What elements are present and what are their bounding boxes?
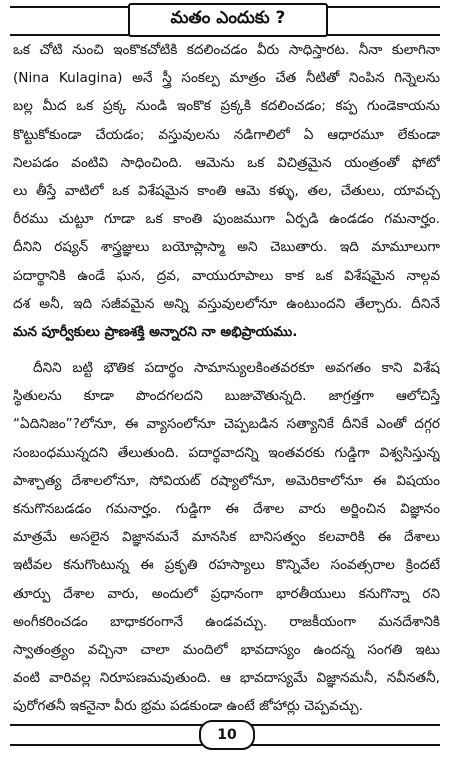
text-line: దీనిని రష్యన్ శాస్త్రజ్ఞులు బయోప్లాస్మా అని చెబుతారు. ఇది మామూలుగా <box>13 239 440 256</box>
text-line: తూర్పు దేశాల వారు, అందులో ప్రధానంగా భారతీయులు కనుగొన్నా రని <box>13 585 440 602</box>
text-line: పాశ్చాత్య దేశాలలోనూ, సోవియట్ రష్యాలోనూ, అమెరికాలోనూ ఈ విషయం <box>13 472 440 489</box>
body-text <box>13 36 440 721</box>
text-line: అంగీకరించడం బాధాకరంగానే ఉండవచ్చు. రాజకీయంగా మనదేశానికి <box>13 613 440 630</box>
text-line: లు తీస్తే వాటిలో ఒక విశేషమైన కాంతి ఆమె కళ్ళు, తల, చేతులు, యావచ్చ <box>13 182 440 199</box>
text-line: స్థితులను కూడా పొందగలదని బుజువౌతున్నది. జాగ్రత్తగా ఆలోచిస్తే <box>13 388 440 405</box>
text-line: “ఏదినిజం”?లోనూ, ఈ వ్యాసంలోనూ చెప్పబడిన సత్యానికే దీనికే ఎంతో దగ్గర <box>13 416 440 433</box>
text-line: వంటి వారివల్ల నిరూపణమవుతుంది. ఆ భావదాస్యమే విజ్ఞానమనీ, నవీనతనీ, <box>13 670 440 687</box>
text-line: ఇటీవల కనుగొంటున్న ఈ ప్రకృతి రహస్యాలు కొన్నివేల సంవత్సరాల క్రిందటే <box>13 557 440 574</box>
text-line: నిలపడం వంటివి సాధించింది. ఆమెను ఒక విచిత్రమైన యంత్రంతో ఫోటో <box>13 154 440 171</box>
text-line: స్వాతంత్ర్యం వచ్చినా చాలా మందిలో భావదాస్యం ఉందన్న సంగతి ఇటు <box>13 641 440 658</box>
text-line: కనుగొనబడడం గమనార్హం. గుడ్డిగా ఈ దేశాల వారు అర్జించిన విజ్ఞానం <box>13 501 440 517</box>
text-line: సంబంధమున్నదని తేలుతుంది. పదార్థవాదన్ని ఇంతవరకు గుడ్డిగా విశ్వసిస్తున్న <box>13 444 440 461</box>
text-line: మాత్రమే అసలైన విజ్ఞానమనే మానసిక బానిసత్వం కలవారికి ఈ దేశాలు <box>13 529 440 546</box>
text-line: బల్ల మీద ఒక ప్రక్క నుండి ఇంకొక ప్రక్కకి కదలించడం; కప్ప గుండెకాయను <box>13 98 440 115</box>
page-title: మతం ఎందుకు ? <box>128 3 328 37</box>
text-line: మన పూర్వీకులు ప్రాణశక్తి అన్నారని నా అభిప్రాయము. <box>13 323 298 340</box>
text-line: రీరము చుట్టూ గూడా ఒక కాంతి పుంజముగా ఏర్పడి ఉండడం గమనార్హం. <box>13 211 440 228</box>
text-line: ఒక చోటి నుంచి ఇంకొకచోటికి కదలించడం వీరు సాధిస్తారట. నీనా కులాగినా <box>13 42 440 58</box>
paragraph-1 <box>13 36 440 346</box>
text-line: పురోగతనీ ఇకనైనా వీరు భ్రమ పడకుండా ఉంటే జోహార్లు చెప్పవచ్చు. <box>13 698 363 715</box>
text-line: పదార్థానికి ఉండే ఘన, ద్రవ, వాయురూపాలు కాక ఒక విశేషమైన నాల్గవ <box>13 267 440 284</box>
text-line: దీనిని బట్టి భౌతిక పదార్థం సామాన్యులకింతవరకూ అవగతం కాని విశేష <box>33 360 440 377</box>
text-line: (Nina Kulagina) అనే స్త్రీ సంకల్ప మాత్రం చేత నీటితో నింపిన గిన్నెలను <box>13 70 440 87</box>
text-line: కొట్టుకోకుండా చేయడం; వస్తువులను నడిగాలిలో ఏ ఆధారమూ లేకుండా <box>13 126 440 143</box>
page-number: 10 <box>199 720 255 750</box>
paragraph-2 <box>13 354 440 720</box>
text-line: దశ అనీ, ఇది సజీవమైన అన్ని వస్తువులలోనూ ఉంటుందని తేల్చారు. దీనినే <box>13 295 440 312</box>
